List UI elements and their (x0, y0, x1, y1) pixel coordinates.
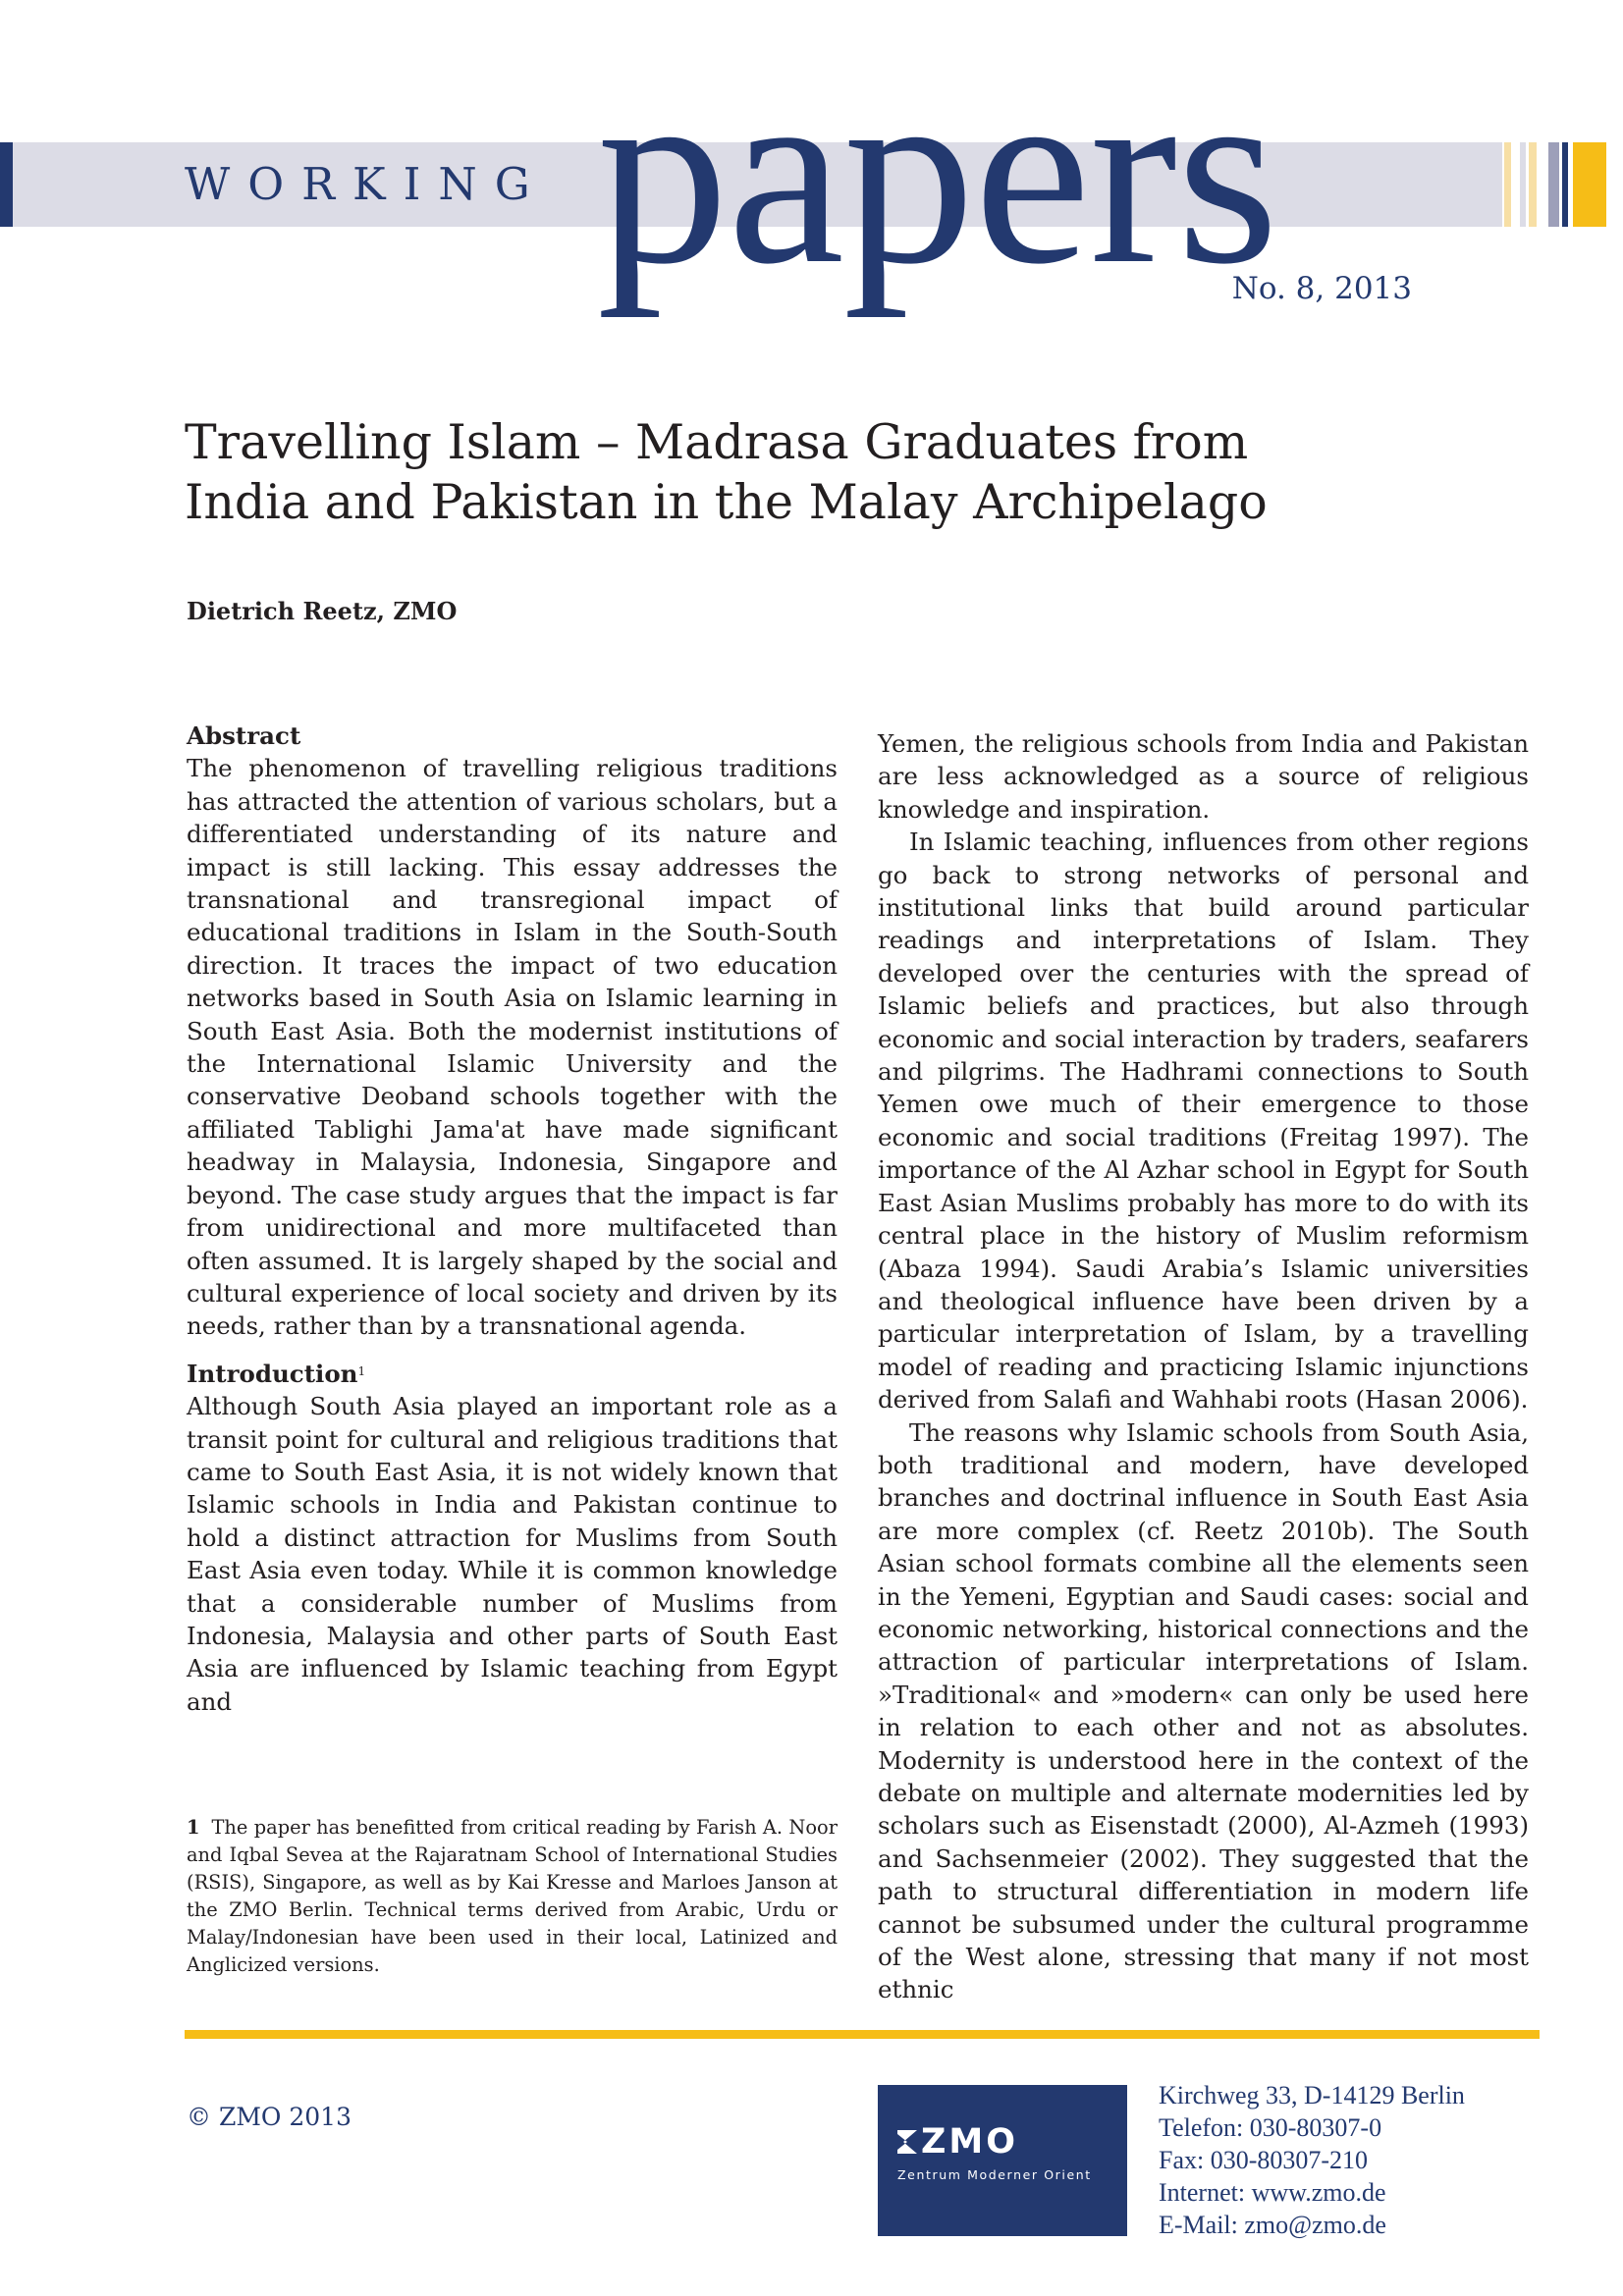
contact-fax: Fax: 030-80307-210 (1159, 2146, 1369, 2174)
header-accent-stripe-navy (1562, 142, 1568, 227)
contact-email-link[interactable]: E-Mail: zmo@zmo.de (1159, 2211, 1386, 2239)
paper-title-line-2: India and Pakistan in the Malay Archipelago (185, 474, 1268, 530)
zmo-mark-icon (897, 2130, 917, 2154)
contact-address: Kirchweg 33, D-14129 Berlin (1159, 2081, 1465, 2109)
header-accent-stripe-grey (1520, 142, 1526, 227)
issue-number: No. 8, 2013 (1231, 271, 1412, 306)
body-paragraph-3: The reasons why Islamic schools from South Asia, both traditional and modern, have developed branches and doctrinal influence in South East Asia are more complex (cf. Reetz 2010b). The South Asian school formats combine all the elements seen in the Yemeni, Egyptian and Saudi cases: social and economic networking, historical connections and the attraction of particular interpretations of Islam. »Traditional« and »modern« can only be used here in relation to each other and not as absolutes. Modernity is understood here in the context of the debate on multiple and alternate modernities led by scholars such as Eisenstadt (2000), Al-Azmeh (1993) and Sachsenmeier (2002). They suggested that the path to structural differentiation in modern life cannot be subsumed under the cultural programme of the West alone, stressing that many if not most ethnic (878, 1417, 1529, 2004)
footnote-text: The paper has benefitted from critical reading by Farish A. Noor and Iqbal Sevea at the Rajaratnam School of International Studies (RSIS), Singapore, as well as by Kai Kresse and Marloes Janson at the ZMO Berlin. Technical terms derived from Arabic, Urdu or Malay/Indonesian have been used in their local, Latinized and Anglicized versions. (187, 1816, 838, 1976)
series-label: WORKING (185, 158, 548, 210)
header-left-edge-stripe (0, 142, 13, 227)
zmo-logo-text: ZMO (921, 2122, 1018, 2162)
header-accent-stripe-lightyellow (1529, 142, 1537, 227)
footnote-marker: 1 (357, 1363, 366, 1378)
contact-phone: Telefon: 030-80307-0 (1159, 2113, 1382, 2142)
zmo-logo (878, 2085, 1127, 2236)
author-line: Dietrich Reetz, ZMO (187, 597, 458, 625)
introduction-heading (187, 1358, 838, 1390)
footnote-number: 1 (187, 1816, 200, 1839)
header-accent-stripe-greyblue (1548, 142, 1559, 227)
abstract-heading: Abstract (187, 721, 301, 750)
body-paragraph-1: Yemen, the religious schools from India and Pakistan are less acknowledged as a source of religious knowledge and inspiration. (878, 729, 1529, 824)
copyright: © ZMO 2013 (187, 2103, 352, 2131)
footer-rule (185, 2030, 1540, 2039)
header-accent-stripe-yellow (1573, 142, 1606, 227)
contact-block (1159, 2079, 1465, 2241)
body-paragraph-2: In Islamic teaching, influences from other regions go back to strong networks of personal and institutional links that build around particular readings and interpretations of Islam. They developed over the centuries with the spread of Islamic beliefs and practices, but also through economic and social interaction by traders, seafarers and pilgrims. The Hadhrami connections to South Yemen owe much of their emergence to those economic and social traditions (Freitag 1997). The importance of the Al Azhar school in Egypt for South East Asian Muslims probably has more to do with its central place in the history of Muslim reformism (Abaza 1994). Saudi Arabia’s Islamic universities and theological influence have been driven by a particular interpretation of Islam, by a travelling model of reading and practicing Islamic injunctions derived from Salafi and Wahhabi roots (Hasan 2006). (878, 828, 1529, 1415)
zmo-logo-subtitle: Zentrum Moderner Orient (897, 2167, 1092, 2182)
header-accent-stripe-cream (1504, 142, 1511, 227)
introduction-text: Although South Asia played an important role as a transit point for cultural and religious traditions that came to South East Asia, it is not widely known that Islamic schools in India and Pakistan continue to hold a distinct attraction for Muslims from South East Asia even today. While it is common knowledge that a considerable number of Muslims from Indonesia, Malaysia and other parts of South East Asia are influenced by Islamic teaching from Egypt and (187, 1392, 838, 1716)
paper-title-line-1: Travelling Islam – Madrasa Graduates from (185, 414, 1249, 470)
abstract-text: The phenomenon of travelling religious traditions has attracted the attention of various scholars, but a differentiated understanding of its nature and impact is still lacking. This essay addresses the transnational and transregional impact of educational traditions in Islam in the South-South direction. It traces the impact of two education networks based in South Asia on Islamic learning in South East Asia. Both the modernist institutions of the International Islamic University and the conservative Deoband schools together with the affiliated Tablighi Jama'at have made significant headway in Malaysia, Indonesia, Singapore and beyond. The case study argues that the impact is far from unidirectional and more multifaceted than often assumed. It is largely shaped by the social and cultural experience of local society and driven by its needs, rather than by a transnational agenda. (187, 754, 838, 1341)
left-column (187, 720, 838, 1718)
introduction-heading-text: Introduction (187, 1359, 358, 1388)
paper-title (185, 412, 1461, 532)
footnote (187, 1814, 838, 1979)
right-column (878, 727, 1529, 2006)
contact-web-link[interactable]: Internet: www.zmo.de (1159, 2178, 1386, 2207)
series-wordmark: papers (597, 27, 1278, 318)
